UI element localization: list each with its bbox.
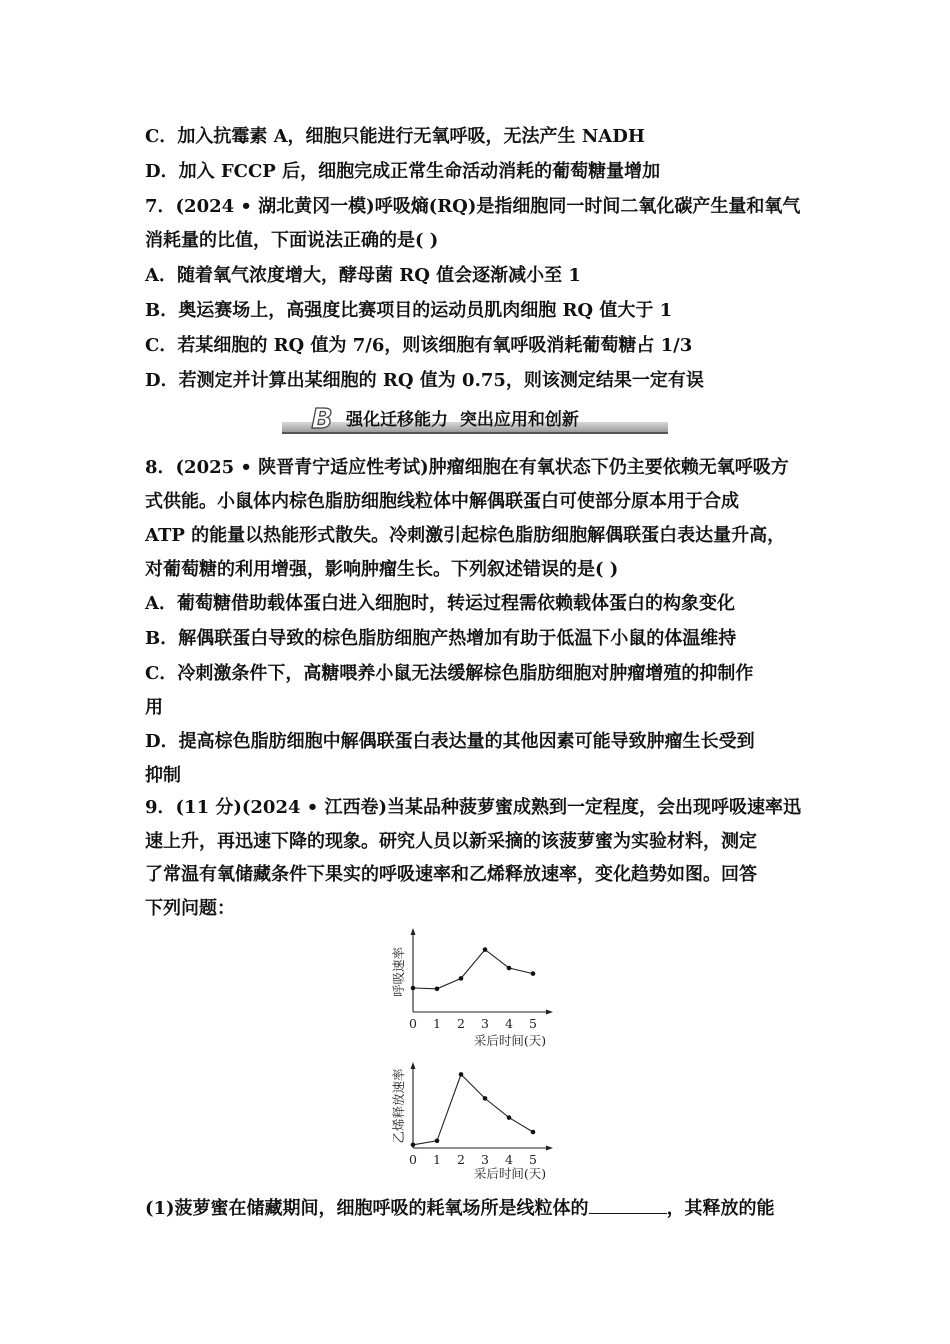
q7-option-d: D．若测定并计算出某细胞的 RQ 值为 0.75，则该测定结果一定有误 xyxy=(145,370,704,391)
q9-sub1-text-after: ，其释放的能 xyxy=(666,1198,775,1219)
q6-option-c: C．加入抗霉素 A，细胞只能进行无氧呼吸，无法产生 NADH xyxy=(145,126,645,147)
q9-stem-line-3: 了常温有氧储藏条件下果实的呼吸速率和乙烯释放速率，变化趋势如图。回答 xyxy=(145,864,757,885)
y-axis-label: 乙烯释放速率 xyxy=(391,1068,406,1144)
q7-option-b: B．奥运赛场上，高强度比赛项目的运动员肌肉细胞 RQ 值大于 1 xyxy=(145,300,673,321)
data-point xyxy=(435,987,440,992)
q7-option-c: C．若某细胞的 RQ 值为 7/6，则该细胞有氧呼吸消耗葡萄糖占 1/3 xyxy=(145,335,693,356)
q8-option-d-line-1: D．提高棕色脂肪细胞中解偶联蛋白表达量的其他因素可能导致肿瘤生长受到 xyxy=(145,731,755,752)
x-tick-label: 3 xyxy=(481,1152,489,1167)
q7-stem-line-2: 消耗量的比值，下面说法正确的是( ) xyxy=(145,230,439,251)
q8-stem-line-3: ATP 的能量以热能形式散失。冷刺激引起棕色脂肪细胞解偶联蛋白表达量升高， xyxy=(145,525,786,546)
q9-stem-line-4: 下列问题： xyxy=(145,898,235,919)
answer-blank[interactable] xyxy=(589,1197,667,1214)
y-axis-label: 呼吸速率 xyxy=(391,946,406,998)
x-tick-label: 5 xyxy=(529,1016,537,1031)
x-tick-label: 0 xyxy=(409,1152,417,1167)
x-axis-label: 采后时间(天) xyxy=(473,1166,547,1181)
x-tick-label: 0 xyxy=(409,1016,417,1031)
q8-option-c-line-1: C．冷刺激条件下，高糖喂养小鼠无法缓解棕色脂肪细胞对肿瘤增殖的抑制作 xyxy=(145,663,754,684)
data-point xyxy=(507,966,512,971)
q8-option-d-line-2: 抑制 xyxy=(145,765,181,786)
y-axis-arrow-icon xyxy=(411,1062,416,1069)
data-point xyxy=(507,1115,512,1120)
data-point xyxy=(531,1130,536,1135)
x-tick-label: 4 xyxy=(505,1152,513,1167)
q8-stem-line-2: 式供能。小鼠体内棕色脂肪细胞线粒体中解偶联蛋白可使部分原本用于合成 xyxy=(145,491,739,512)
q8-option-c-line-2: 用 xyxy=(145,697,163,718)
banner-underline xyxy=(282,432,668,434)
q6-option-d: D．加入 FCCP 后，细胞完成正常生命活动消耗的葡萄糖量增加 xyxy=(145,161,661,182)
series-line xyxy=(413,950,533,989)
x-tick-label: 3 xyxy=(481,1016,489,1031)
q8-stem-line-4: 对葡萄糖的利用增强，影响肿瘤生长。下列叙述错误的是( ) xyxy=(145,559,619,580)
data-point xyxy=(459,976,464,981)
x-axis-arrow-icon xyxy=(546,1146,553,1151)
x-axis-label: 采后时间(天) xyxy=(473,1033,547,1048)
data-point xyxy=(411,986,416,991)
x-axis-arrow-icon xyxy=(546,1010,553,1015)
q8-option-b: B．解偶联蛋白导致的棕色脂肪细胞产热增加有助于低温下小鼠的体温维持 xyxy=(145,628,737,649)
section-banner xyxy=(282,404,668,436)
y-axis-arrow-icon xyxy=(411,928,416,935)
ethylene-release-rate-chart xyxy=(385,1060,565,1185)
x-tick-label: 5 xyxy=(529,1152,537,1167)
x-tick-label: 2 xyxy=(457,1016,465,1031)
banner-letter-b: B xyxy=(311,404,333,435)
data-point xyxy=(483,1096,488,1101)
q7-stem-line-1: 7．(2024 • 湖北黄冈一模)呼吸熵(RQ)是指细胞同一时间二氧化碳产生量和氧气 xyxy=(145,196,801,217)
x-tick-label: 1 xyxy=(433,1016,441,1031)
data-point xyxy=(459,1072,464,1077)
q9-stem-line-1: 9．(11 分)(2024 • 江西卷)当某品种菠萝蜜成熟到一定程度，会出现呼吸速率迅 xyxy=(145,797,802,818)
q9-stem-line-2: 速上升，再迅速下降的现象。研究人员以新采摘的该菠萝蜜为实验材料，测定 xyxy=(145,831,757,852)
x-tick-label: 1 xyxy=(433,1152,441,1167)
series-line xyxy=(413,1074,533,1144)
x-tick-label: 2 xyxy=(457,1152,465,1167)
data-point xyxy=(483,947,488,952)
data-point xyxy=(531,971,536,976)
q9-sub1-text-before: (1)菠萝蜜在储藏期间，细胞呼吸的耗氧场所是线粒体的 xyxy=(145,1198,589,1219)
q8-stem-line-1: 8．(2025 • 陕晋青宁适应性考试)肿瘤细胞在有氧状态下仍主要依赖无氧呼吸方 xyxy=(145,457,789,478)
banner-title: 强化迁移能力 突出应用和创新 xyxy=(346,410,579,430)
q9-subquestion-1 xyxy=(145,1196,775,1222)
q8-option-a: A．葡萄糖借助载体蛋白进入细胞时，转运过程需依赖载体蛋白的构象变化 xyxy=(145,593,735,614)
data-point xyxy=(411,1143,416,1148)
respiration-rate-chart xyxy=(385,924,565,1054)
q7-option-a: A．随着氧气浓度增大，酵母菌 RQ 值会逐渐减小至 1 xyxy=(145,265,581,286)
data-point xyxy=(435,1139,440,1144)
x-tick-label: 4 xyxy=(505,1016,513,1031)
